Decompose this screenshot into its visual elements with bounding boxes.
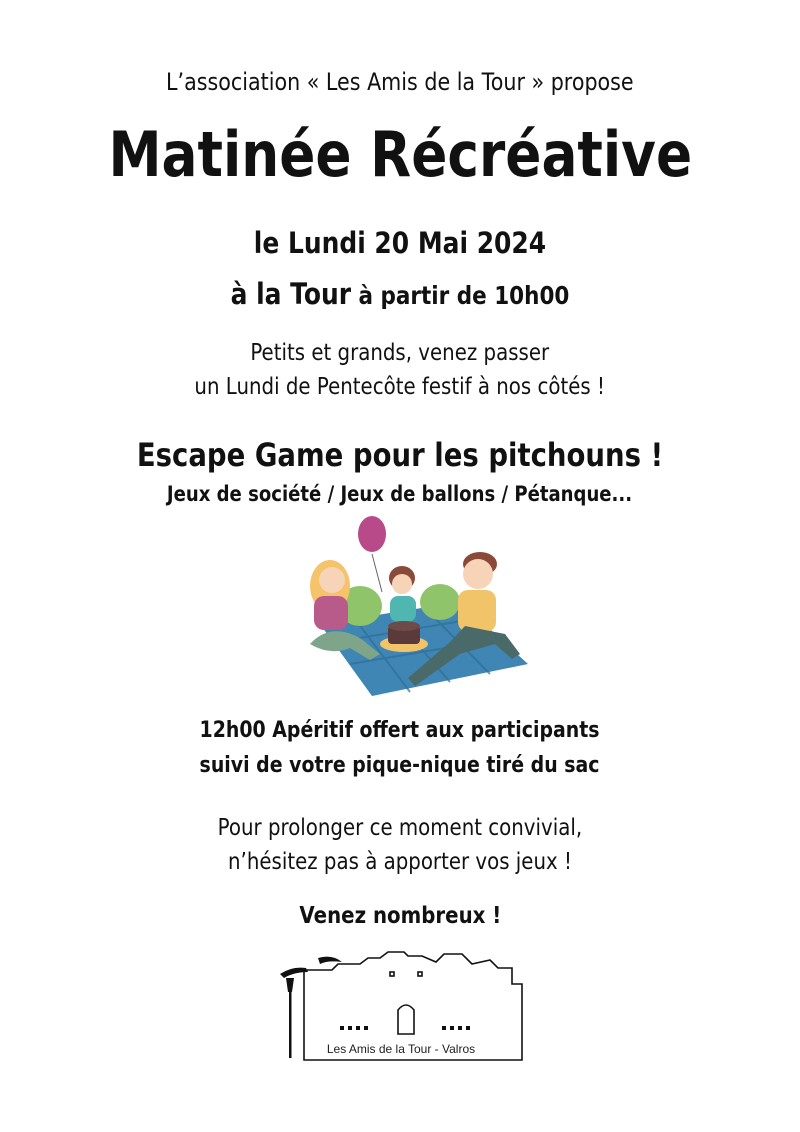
mother-shirt xyxy=(314,596,348,630)
prolong-line-1: Pour prolonger ce moment convivial, xyxy=(217,815,583,841)
invite-line-2: un Lundi de Pentecôte festif à nos côtés ! xyxy=(194,374,606,400)
logo-caption: Les Amis de la Tour - Valros xyxy=(326,1042,476,1056)
games-list: Jeux de société / Jeux de ballons / Pétanque... xyxy=(167,482,633,506)
family-picnic-illustration xyxy=(290,514,530,698)
prolong-line-2: n’hésitez pas à apporter vos jeux ! xyxy=(228,849,572,875)
event-title: Matinée Récréative xyxy=(108,118,692,191)
balloon xyxy=(358,516,386,552)
event-date: le Lundi 20 Mai 2024 xyxy=(253,226,547,260)
event-time: à partir de 10h00 xyxy=(351,281,570,310)
event-place: à la Tour xyxy=(230,277,352,311)
escape-game-heading: Escape Game pour les pitchouns ! xyxy=(136,436,664,474)
intro-text: L’association « Les Amis de la Tour » propose xyxy=(166,68,634,96)
child-shirt xyxy=(390,596,416,622)
aperitif-line-2: suivi de votre pique-nique tiré du sac xyxy=(200,753,600,778)
event-place-time xyxy=(0,277,800,311)
closing-text: Venez nombreux ! xyxy=(299,903,501,929)
aperitif-line-1: 12h00 Apéritif offert aux participants xyxy=(199,718,601,743)
invite-line-1: Petits et grands, venez passer xyxy=(250,340,550,366)
father-shirt xyxy=(458,590,496,632)
bush-right xyxy=(420,584,460,620)
